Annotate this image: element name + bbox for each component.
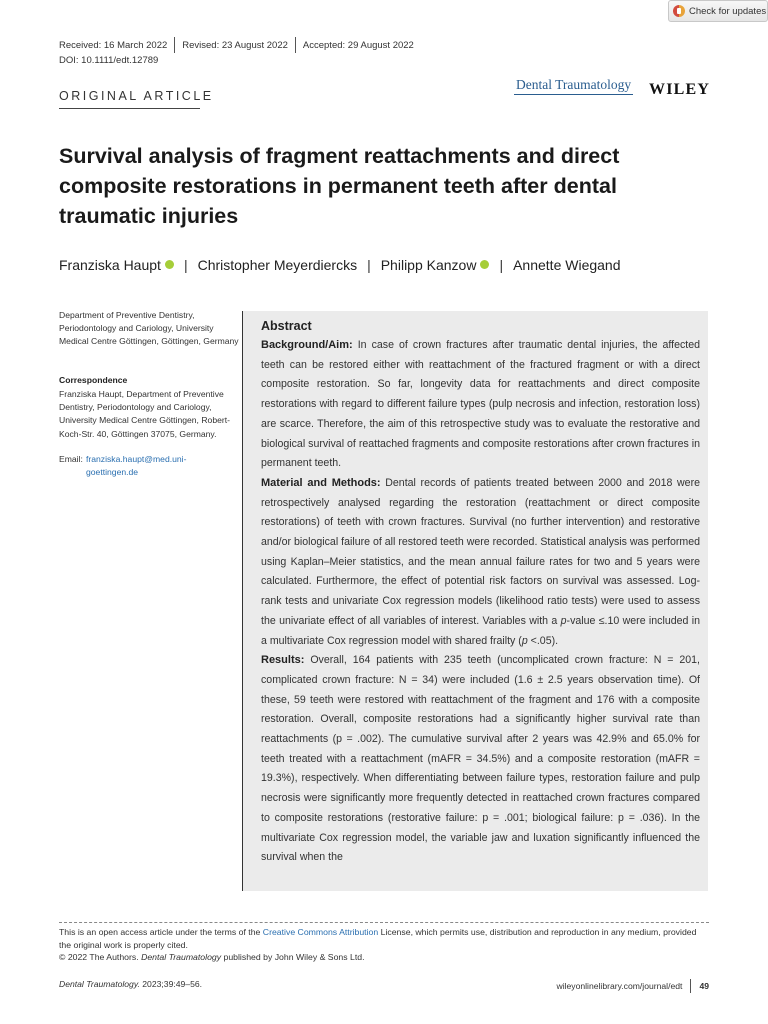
journal-logo[interactable]: Dental Traumatology [514, 77, 633, 95]
divider: | [183, 257, 188, 273]
crossmark-icon [673, 5, 685, 17]
correspondence-address: Franziska Haupt, Department of Preventive Dentistry, Periodontology and Cariology, University Medical Centre Göttingen, Robert-Koch-Str. 40, Göttingen 37075, Germany. [59, 389, 230, 439]
license-note [59, 926, 709, 952]
orcid-icon[interactable] [480, 260, 489, 269]
section-text: <.05). [527, 634, 559, 647]
abstract-box [242, 311, 708, 891]
italic-symbol: p [521, 634, 528, 647]
affiliation: Department of Preventive Dentistry, Periodontology and Cariology, University Medical Centre Göttingen, Göttingen, Germany [59, 310, 239, 347]
section-text: -value ≤.10 were included in a multivariate Cox regression model with shared frailty ( [261, 614, 700, 647]
history-dates [59, 37, 414, 53]
license-link[interactable]: Creative Commons Attribution [262, 927, 379, 937]
author-name[interactable]: Philipp Kanzow [380, 257, 477, 273]
author-list [59, 257, 621, 273]
citation-volume: 2023;39:49–56. [142, 979, 203, 989]
divider: | [367, 257, 371, 273]
email-link[interactable]: franziska.haupt@med.uni-goettingen.de [86, 454, 187, 478]
publisher-logo[interactable]: WILEY [649, 81, 711, 98]
copyright-text: published by John Wiley & Sons Ltd. [223, 952, 365, 962]
author-name[interactable]: Christopher Meyerdiercks [197, 257, 358, 273]
abstract-background [261, 336, 700, 474]
citation [59, 979, 202, 989]
section-text: In case of crown fractures after traumatic dental injuries, the affected teeth can be restored either with reattachment of the fractured fragment or with a direct composite restoration. So far, longevity data for reattachments and direct composite restorations with regard to different failure types (pulp necrosis and infection, restoration loss) are scarce. Therefore, the aim of this retrospective study was to evaluate the restorative and biological survival of reattached fragments and composite restorations after crown fractures in permanent teeth. [261, 339, 700, 470]
author-name[interactable]: Franziska Haupt [59, 257, 161, 273]
citation-journal: Dental Traumatology. [59, 979, 140, 989]
accepted-date: Accepted: 29 August 2022 [302, 39, 414, 51]
article-title: Survival analysis of fragment reattachments and direct composite restorations in permanent teeth after dental traumatic injuries [59, 144, 620, 228]
doi: DOI: 10.1111/edt.12789 [59, 55, 159, 66]
section-label: Material and Methods: [261, 476, 381, 489]
divider [295, 37, 296, 53]
italic-symbol: p [560, 614, 567, 627]
abstract-heading: Abstract [261, 319, 312, 333]
author-name[interactable]: Annette Wiegand [513, 257, 621, 273]
received-date: Received: 16 March 2022 [59, 39, 168, 51]
section-text: Dental records of patients treated between 2000 and 2018 were retrospectively analysed regarding the restoration (reattachment or direct composite restorations) of teeth with crown fractures. Survival (no further intervention) and restorative and/or biological failure of all restored teeth were recorded. Statistical analysis was performed using Kaplan–Meier statistics, and the mean annual failure rates for two and 5 years were calculated. Furthermore, the effect of potential risk factors on survival was assessed. Log-rank tests and univariate Cox regression models (likelihood ratio tests) were used to assess the univariate effect of all variables of interest. Variables with a [261, 476, 700, 627]
correspondence-heading: Correspondence [59, 375, 128, 385]
abstract-methods [261, 474, 700, 651]
check-for-updates-label: Check for updates [689, 5, 767, 17]
section-label: Background/Aim: [261, 339, 353, 351]
email-label: Email: [59, 454, 83, 464]
section-text: Overall, 164 patients with 235 teeth (uncomplicated crown fracture: N = 201, complicated crown fracture: N = 34) were included (1.6 ± 2.5 years observation time). Of these, 59 teeth were restored with reattachment of the fragment and 176 with a composite restoration. Overall, composite restorations had a significantly higher survival rate than reattachments (p = .002). The cumulative survival after 2 years was 42.9% and 65.0% for teeth treated with a reattachment (mAFR = 34.5%) and a composite restoration (mAFR = 19.3%), respectively. When differentiating between failure types, restoration failure and pulp necrosis were significantly more frequently detected in reattached crown fractures compared to composite restorations (restorative failure: p = .001; biological failure: p = .036). In the multivariate Cox regression model, the variable jaw and luxation significantly influenced the survival when the [261, 654, 700, 864]
footer-divider [59, 922, 709, 923]
section-label: Results: [261, 654, 305, 667]
license-text: This is an open access article under the terms of the [59, 927, 261, 937]
page-number: 49 [699, 981, 709, 991]
divider: | [499, 257, 504, 273]
divider [174, 37, 175, 53]
copyright-text: © 2022 The Authors. [59, 952, 139, 962]
copyright-journal: Dental Traumatology [141, 952, 222, 962]
revised-date: Revised: 23 August 2022 [182, 39, 288, 51]
orcid-icon[interactable] [165, 260, 174, 269]
license-text: License, which permits use, distribution and reproduction in any medium, provided the original work is properly cited. [59, 927, 697, 950]
copyright [59, 952, 365, 962]
page-footer-right [556, 979, 709, 993]
journal-url[interactable]: wileyonlinelibrary.com/journal/edt [556, 981, 683, 991]
divider [690, 979, 691, 993]
article-type: ORIGINAL ARTICLE [59, 89, 214, 103]
check-for-updates-button[interactable] [668, 0, 768, 22]
divider [59, 108, 200, 109]
abstract-results [261, 651, 700, 868]
